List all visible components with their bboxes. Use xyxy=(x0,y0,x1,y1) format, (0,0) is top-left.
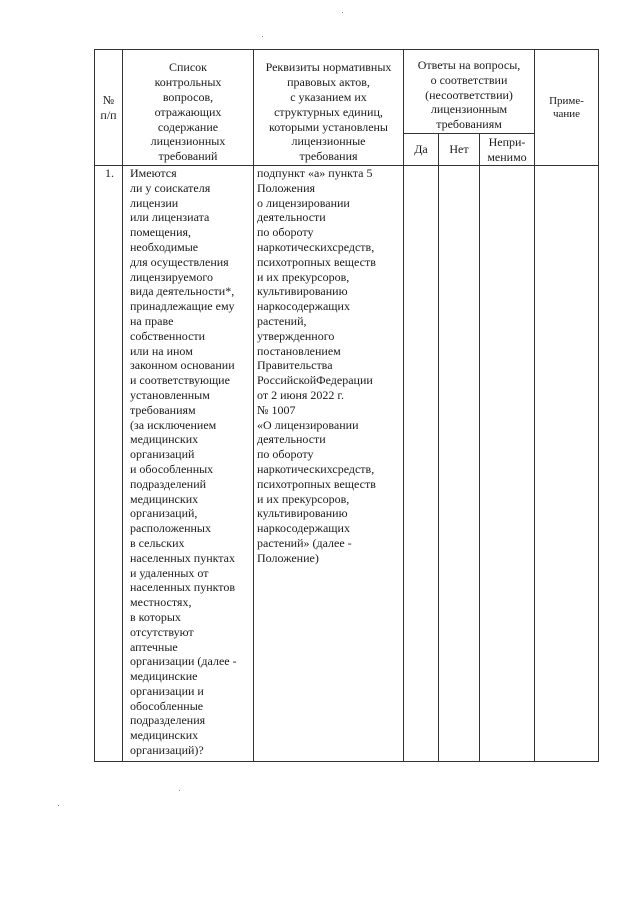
text-line: и удаленных от xyxy=(130,565,209,580)
text-line: необходимые xyxy=(130,239,199,254)
text-line: Положение) xyxy=(257,550,319,565)
text-line: культивированию xyxy=(257,284,348,299)
text-line: лицензии xyxy=(130,195,179,210)
text-line: лицензионные xyxy=(291,134,366,149)
text-line: ли у соискателя xyxy=(130,180,211,195)
text-line: культивированию xyxy=(257,506,348,521)
text-line: контрольных xyxy=(154,75,222,90)
text-line: о соответствии xyxy=(430,72,508,87)
text-line: требованиям xyxy=(436,117,502,132)
text-line: в сельских xyxy=(130,535,185,550)
text-line: п/п xyxy=(100,107,117,122)
text-line: на праве xyxy=(130,313,174,328)
text-line: вопросов, xyxy=(162,90,214,105)
text-line: психотропных веществ xyxy=(257,476,376,491)
text-line: с указанием их xyxy=(290,90,367,105)
text-line: деятельности xyxy=(257,210,326,225)
row-number: 1. xyxy=(95,166,123,762)
text-line: медицинские xyxy=(130,669,198,684)
answer-yes-cell[interactable] xyxy=(404,166,439,762)
checklist-table xyxy=(94,49,599,762)
text-line: подпункт «а» пункта 5 xyxy=(257,166,373,180)
text-line: Реквизиты нормативных xyxy=(265,60,392,75)
text-line: которыми установлены xyxy=(269,119,388,134)
text-line: помещения, xyxy=(130,225,192,240)
text-line: или лицензиата xyxy=(130,210,210,225)
header-no: Нет xyxy=(439,134,480,166)
table-row xyxy=(95,166,599,762)
text-line: Правительства xyxy=(257,358,333,373)
text-line: структурных единиц, xyxy=(274,104,383,119)
scan-speck xyxy=(262,36,263,37)
text-line: № xyxy=(102,92,115,107)
text-line: и их прекурсоров, xyxy=(257,491,350,506)
text-line: лицензируемого xyxy=(130,269,213,284)
text-line: РоссийскойФедерации xyxy=(257,373,373,388)
text-line: наркосодержащих xyxy=(257,521,350,536)
text-line: обособленные xyxy=(130,698,204,713)
text-line: лицензионных xyxy=(150,134,226,149)
text-line: собственности xyxy=(130,328,206,343)
answer-no-cell[interactable] xyxy=(439,166,480,762)
text-line: (несоответствии) xyxy=(425,87,513,102)
text-line: подразделений xyxy=(130,476,207,491)
text-line: Положения xyxy=(257,180,316,195)
text-line: отсутствуют xyxy=(130,624,194,639)
header-note xyxy=(535,50,599,166)
text-line: организации (далее - xyxy=(130,654,237,669)
text-line: наркотическихсредств, xyxy=(257,239,375,254)
text-line: деятельности xyxy=(257,432,326,447)
note-cell[interactable] xyxy=(535,166,599,762)
header-yes: Да xyxy=(404,134,439,166)
header-number xyxy=(95,50,123,166)
text-line: от 2 июня 2022 г. xyxy=(257,387,344,402)
text-line: и обособленных xyxy=(130,461,214,476)
text-line: организации и xyxy=(130,683,204,698)
text-line: и их прекурсоров, xyxy=(257,269,350,284)
text-line: содержание xyxy=(157,119,219,134)
text-line: расположенных xyxy=(130,521,211,536)
text-line: требования xyxy=(299,149,358,164)
text-line: медицинских xyxy=(130,728,199,743)
header-row xyxy=(95,50,599,134)
text-line: психотропных веществ xyxy=(257,254,376,269)
text-line: Непри- xyxy=(488,134,526,149)
text-line: вида деятельности*, xyxy=(130,284,235,299)
text-line: «О лицензировании xyxy=(257,417,359,432)
header-answers xyxy=(404,50,535,134)
text-line: организаций xyxy=(130,447,195,462)
scan-speck xyxy=(342,12,343,13)
text-line: по обороту xyxy=(257,225,314,240)
text-line: и соответствующие xyxy=(130,373,230,388)
text-line: наркотическихсредств, xyxy=(257,461,375,476)
answer-not-applicable-cell[interactable] xyxy=(480,166,535,762)
text-line: лицензионным xyxy=(430,102,508,117)
text-line: организаций)? xyxy=(130,743,204,758)
text-line: требованиям xyxy=(130,402,196,417)
text-line: растений» (далее - xyxy=(257,535,352,550)
text-line: наркосодержащих xyxy=(257,299,350,314)
text-line: требований xyxy=(158,149,218,164)
text-line: отражающих xyxy=(154,104,222,119)
text-line: № 1007 xyxy=(257,402,296,417)
text-line: законном основании xyxy=(130,358,235,373)
text-line: аптечные xyxy=(130,639,178,654)
text-line: населенных пунктов xyxy=(130,580,236,595)
row-requisites xyxy=(254,166,404,762)
text-line: чание xyxy=(552,107,581,120)
text-line: населенных пунктах xyxy=(130,550,235,565)
text-line: или на ином xyxy=(130,343,193,358)
row-question xyxy=(123,166,254,762)
scan-speck xyxy=(179,790,180,791)
text-line: организаций, xyxy=(130,506,198,521)
text-line: в которых xyxy=(130,609,181,624)
text-line: (за исключением xyxy=(130,417,217,432)
header-requisites xyxy=(254,50,404,166)
text-line: Список xyxy=(168,60,207,75)
text-line: подразделения xyxy=(130,713,206,728)
header-not-applicable xyxy=(480,134,535,166)
text-line: установленным xyxy=(130,387,210,402)
text-line: принадлежащие ему xyxy=(130,299,235,314)
text-line: растений, xyxy=(257,313,307,328)
text-line: Ответы на вопросы, xyxy=(417,58,521,73)
text-line: менимо xyxy=(487,149,527,164)
text-line: медицинских xyxy=(130,432,199,447)
text-line: утвержденного xyxy=(257,328,335,343)
text-line: по обороту xyxy=(257,447,314,462)
text-line: Имеются xyxy=(130,166,177,180)
text-line: для осуществления xyxy=(130,254,229,269)
header-question-list xyxy=(123,50,254,166)
text-line: местностях, xyxy=(130,595,192,610)
text-line: медицинских xyxy=(130,491,199,506)
scan-speck xyxy=(58,805,59,806)
text-line: о лицензировании xyxy=(257,195,350,210)
text-line: Приме- xyxy=(549,94,584,107)
text-line: постановлением xyxy=(257,343,341,358)
text-line: правовых актов, xyxy=(287,75,370,90)
